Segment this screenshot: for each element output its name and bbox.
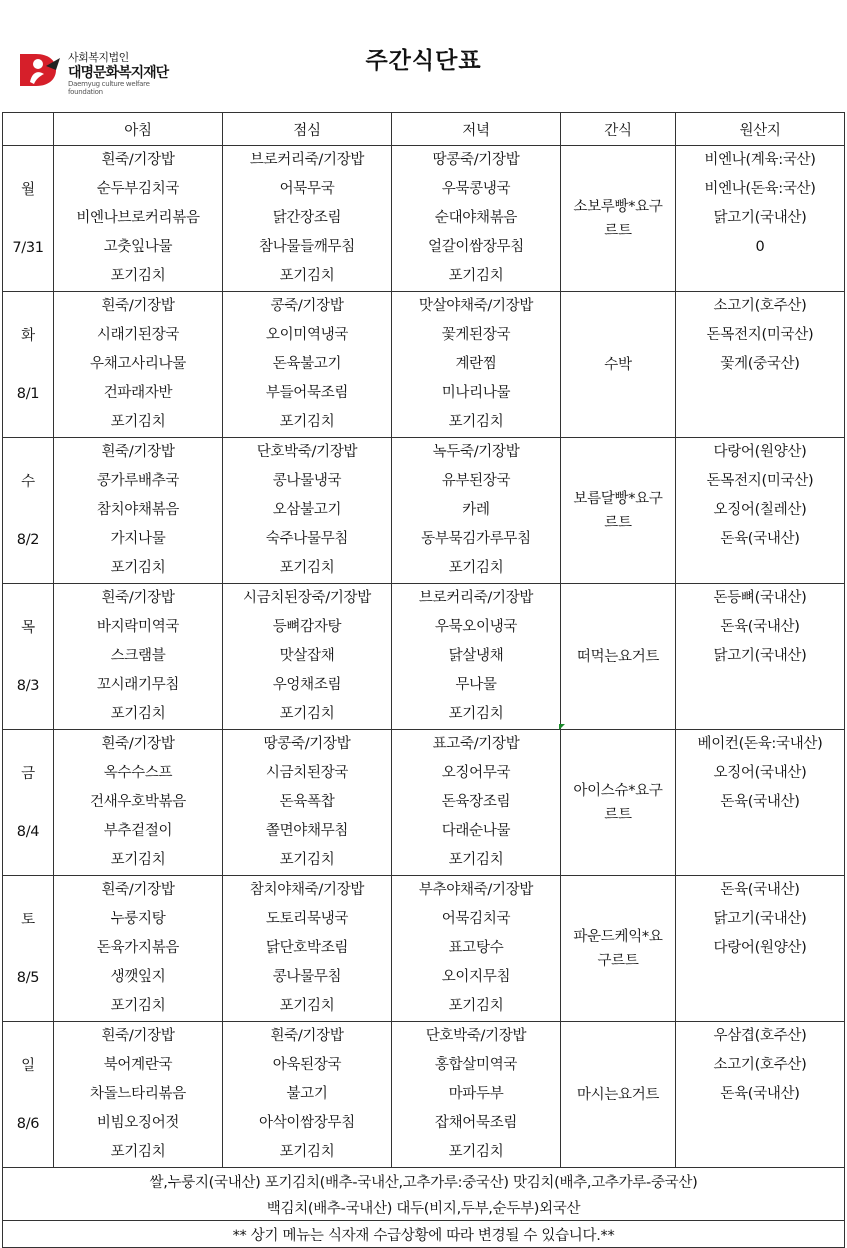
lunch-item: 우엉채조림	[272, 677, 342, 693]
breakfast-item: 포기김치	[110, 560, 166, 576]
breakfast-item: 포기김치	[110, 706, 166, 722]
lunch-item: 시금치된장국	[265, 765, 349, 781]
day-name: 일	[21, 1057, 35, 1074]
breakfast-item: 시래기된장국	[96, 327, 180, 343]
origin-item: 다랑어(원양산)	[713, 940, 807, 956]
dinner-cell	[392, 146, 561, 292]
day-row	[3, 876, 845, 1022]
day-date: 8/1	[16, 385, 40, 402]
lunch-cell	[223, 1022, 392, 1168]
lunch-item: 포기김치	[279, 706, 335, 722]
day-date: 8/6	[16, 1115, 40, 1132]
breakfast-item: 포기김치	[110, 414, 166, 430]
origin-item: 다랑어(원양산)	[713, 444, 807, 460]
breakfast-item: 꼬시래기무침	[96, 677, 180, 693]
header-row	[3, 113, 845, 146]
breakfast-item: 가지나물	[110, 531, 166, 547]
lunch-item: 콩나물무침	[272, 969, 342, 985]
origin-item: 돈등뼈(국내산)	[713, 590, 807, 606]
breakfast-item: 부추겉절이	[103, 823, 173, 839]
lunch-item: 참나물들깨무침	[259, 239, 355, 255]
lunch-item: 땅콩죽/기장밥	[263, 736, 351, 752]
day-row	[3, 292, 845, 438]
header-cell-blank	[3, 113, 54, 146]
breakfast-item: 흰죽/기장밥	[101, 444, 175, 460]
day-cell	[3, 438, 54, 584]
lunch-item: 숙주나물무침	[265, 531, 349, 547]
breakfast-item: 포기김치	[110, 852, 166, 868]
lunch-item: 포기김치	[279, 414, 335, 430]
dinner-item: 무나물	[455, 677, 497, 693]
footer-notice: ** 상기 메뉴는 식자재 수급상황에 따라 변경될 수 있습니다.**	[3, 1221, 845, 1248]
origin-item: 소고기(호주산)	[713, 298, 807, 314]
breakfast-item: 우채고사리나물	[90, 356, 186, 372]
cell-comment-marker	[559, 724, 565, 730]
dinner-item: 미나리나물	[441, 385, 511, 401]
lunch-item: 단호박죽/기장밥	[256, 444, 358, 460]
lunch-item: 참치야채죽/기장밥	[249, 882, 365, 898]
breakfast-item: 북어계란국	[103, 1057, 173, 1073]
dinner-cell	[392, 438, 561, 584]
day-date: 8/5	[16, 969, 40, 986]
day-date: 8/2	[16, 531, 40, 548]
dinner-item: 포기김치	[448, 852, 504, 868]
lunch-item: 브로커리죽/기장밥	[249, 152, 365, 168]
origin-item: 우삼겹(호주산)	[713, 1028, 807, 1044]
dinner-item: 오징어무국	[441, 765, 511, 781]
snack-text: 수박	[604, 356, 632, 373]
page-header	[0, 0, 847, 112]
dinner-cell	[392, 730, 561, 876]
footer-row	[3, 1194, 845, 1221]
lunch-item: 아욱된장국	[272, 1057, 342, 1073]
lunch-item: 어묵무국	[279, 181, 335, 197]
dinner-cell	[392, 584, 561, 730]
day-row	[3, 730, 845, 876]
snack-cell	[561, 292, 676, 438]
breakfast-item: 흰죽/기장밥	[101, 298, 175, 314]
snack-cell	[561, 584, 676, 730]
origin-item: 돈육(국내산)	[720, 531, 800, 547]
footer-row	[3, 1168, 845, 1195]
dinner-item: 계란찜	[455, 356, 497, 372]
snack-text: 마시는요거트	[576, 1086, 660, 1103]
breakfast-item: 고춧잎나물	[103, 239, 173, 255]
lunch-item: 돈육불고기	[272, 356, 342, 372]
footer-origin-line1: 쌀,누룽지(국내산) 포기김치(배추-국내산,고추가루:중국산) 맛김치(배추,고추가루-중국산)	[3, 1168, 845, 1195]
day-cell	[3, 292, 54, 438]
origin-cell	[676, 584, 845, 730]
snack-text: 파운드케익*요구르트	[573, 928, 663, 969]
breakfast-item: 누룽지탕	[110, 911, 166, 927]
origin-item: 돈육(국내산)	[720, 619, 800, 635]
breakfast-item: 콩가루배추국	[96, 473, 180, 489]
breakfast-item: 흰죽/기장밥	[101, 882, 175, 898]
snack-cell	[561, 730, 676, 876]
breakfast-item: 흰죽/기장밥	[101, 590, 175, 606]
breakfast-item: 참치야채볶음	[96, 502, 180, 518]
dinner-item: 마파두부	[448, 1086, 504, 1102]
breakfast-item: 생깻잎지	[110, 969, 166, 985]
day-cell	[3, 730, 54, 876]
dinner-item: 포기김치	[448, 998, 504, 1014]
day-cell	[3, 1022, 54, 1168]
origin-item: 오징어(국내산)	[713, 765, 807, 781]
day-name: 월	[21, 181, 35, 198]
day-row	[3, 1022, 845, 1168]
lunch-item: 돈육폭찹	[279, 794, 335, 810]
breakfast-item: 포기김치	[110, 1144, 166, 1160]
dinner-item: 닭살냉채	[448, 648, 504, 664]
dinner-item: 돈육장조림	[441, 794, 511, 810]
breakfast-cell	[54, 146, 223, 292]
dinner-item: 포기김치	[448, 1144, 504, 1160]
logo-english: Daemyug culture welfare foundation	[68, 80, 150, 96]
snack-cell	[561, 1022, 676, 1168]
logo-name: 대명문화복지재단	[68, 65, 169, 81]
dinner-item: 부추야채죽/기장밥	[418, 882, 534, 898]
dinner-item: 얼갈이쌈장무침	[428, 239, 524, 255]
origin-item: 꽃게(중국산)	[720, 356, 800, 372]
breakfast-cell	[54, 584, 223, 730]
page-title: 주간식단표	[365, 47, 482, 74]
breakfast-cell	[54, 876, 223, 1022]
dinner-item: 카레	[462, 502, 490, 518]
dinner-item: 표고죽/기장밥	[432, 736, 520, 752]
origin-cell	[676, 876, 845, 1022]
snack-cell	[561, 438, 676, 584]
breakfast-item: 순두부김치국	[96, 181, 180, 197]
snack-text: 보름달빵*요구르트	[573, 490, 663, 531]
origin-item: 돈육(국내산)	[720, 794, 800, 810]
dinner-item: 오이지무침	[441, 969, 511, 985]
dinner-item: 브로커리죽/기장밥	[418, 590, 534, 606]
lunch-cell	[223, 876, 392, 1022]
origin-item: 소고기(호주산)	[713, 1057, 807, 1073]
dinner-item: 포기김치	[448, 706, 504, 722]
header-snack: 간식	[561, 113, 676, 146]
footer-origin-line2: 백김치(배추-국내산) 대두(비지,두부,순두부)외국산	[3, 1194, 845, 1221]
breakfast-item: 건파래자반	[103, 385, 173, 401]
origin-item: 돈육(국내산)	[720, 882, 800, 898]
day-cell	[3, 876, 54, 1022]
breakfast-cell	[54, 292, 223, 438]
footer-row	[3, 1221, 845, 1248]
lunch-cell	[223, 292, 392, 438]
snack-text: 아이스슈*요구르트	[573, 782, 663, 823]
day-name: 수	[21, 473, 35, 490]
lunch-item: 포기김치	[279, 852, 335, 868]
dinner-item: 맛살야채죽/기장밥	[418, 298, 534, 314]
weekly-menu-table	[2, 112, 845, 1248]
breakfast-item: 포기김치	[110, 998, 166, 1014]
dinner-cell	[392, 876, 561, 1022]
day-date: 8/3	[16, 677, 40, 694]
dinner-item: 우묵콩냉국	[441, 181, 511, 197]
day-date: 8/4	[16, 823, 40, 840]
day-name: 목	[21, 619, 35, 636]
dinner-item: 녹두죽/기장밥	[432, 444, 520, 460]
lunch-item: 포기김치	[279, 560, 335, 576]
day-row	[3, 584, 845, 730]
origin-cell	[676, 438, 845, 584]
lunch-item: 등뼈감자탕	[272, 619, 342, 635]
lunch-item: 시금치된장죽/기장밥	[243, 590, 371, 606]
origin-item: 베이컨(돈육:국내산)	[697, 736, 823, 752]
origin-item: 돈목전지(미국산)	[706, 473, 814, 489]
lunch-item: 아삭이쌈장무침	[259, 1115, 355, 1131]
breakfast-item: 흰죽/기장밥	[101, 152, 175, 168]
origin-item: 오징어(칠레산)	[713, 502, 807, 518]
lunch-cell	[223, 438, 392, 584]
header-breakfast: 아침	[54, 113, 223, 146]
day-date: 7/31	[12, 239, 44, 256]
lunch-item: 부들어묵조림	[265, 385, 349, 401]
day-row	[3, 146, 845, 292]
snack-cell	[561, 146, 676, 292]
breakfast-cell	[54, 730, 223, 876]
origin-item: 닭고기(국내산)	[713, 648, 807, 664]
origin-cell	[676, 292, 845, 438]
breakfast-cell	[54, 1022, 223, 1168]
origin-cell	[676, 146, 845, 292]
breakfast-item: 비엔나브로커리볶음	[76, 210, 200, 226]
lunch-item: 닭간장조림	[272, 210, 342, 226]
origin-item: 닭고기(국내산)	[713, 210, 807, 226]
origin-item: 돈목전지(미국산)	[706, 327, 814, 343]
lunch-item: 콩죽/기장밥	[270, 298, 344, 314]
origin-item: 닭고기(국내산)	[713, 911, 807, 927]
header-lunch: 점심	[223, 113, 392, 146]
header-origin: 원산지	[676, 113, 845, 146]
day-cell	[3, 584, 54, 730]
origin-cell	[676, 1022, 845, 1168]
breakfast-item: 포기김치	[110, 268, 166, 284]
breakfast-item: 차돌느타리볶음	[90, 1086, 186, 1102]
day-name: 금	[21, 765, 35, 782]
dinner-cell	[392, 292, 561, 438]
breakfast-item: 바지락미역국	[96, 619, 180, 635]
breakfast-item: 흰죽/기장밥	[101, 736, 175, 752]
dinner-cell	[392, 1022, 561, 1168]
breakfast-item: 스크램블	[110, 648, 166, 664]
day-name: 토	[21, 911, 35, 928]
snack-text: 소보루빵*요구르트	[573, 198, 663, 239]
breakfast-cell	[54, 438, 223, 584]
lunch-cell	[223, 584, 392, 730]
snack-text: 떠먹는요거트	[576, 648, 660, 665]
dinner-item: 단호박죽/기장밥	[425, 1028, 527, 1044]
lunch-item: 콩나물냉국	[272, 473, 342, 489]
lunch-item: 포기김치	[279, 268, 335, 284]
dinner-item: 잡채어묵조림	[434, 1115, 518, 1131]
dinner-item: 동부묵김가루무침	[421, 531, 531, 547]
dinner-item: 어묵김치국	[441, 911, 511, 927]
dinner-item: 포기김치	[448, 414, 504, 430]
lunch-item: 오이미역냉국	[265, 327, 349, 343]
dinner-item: 순대야채볶음	[434, 210, 518, 226]
breakfast-item: 돈육가지볶음	[96, 940, 180, 956]
lunch-item: 맛살잡채	[279, 648, 335, 664]
breakfast-item: 건새우호박볶음	[90, 794, 186, 810]
dinner-item: 다래순나물	[441, 823, 511, 839]
origin-item: 비엔나(계육:국산)	[704, 152, 816, 168]
logo-subtitle: 사회복지법인	[68, 51, 129, 64]
lunch-item: 흰죽/기장밥	[270, 1028, 344, 1044]
breakfast-item: 옥수수스프	[103, 765, 173, 781]
breakfast-item: 비빔오징어젓	[96, 1115, 180, 1131]
day-name: 화	[21, 327, 35, 344]
origin-item: 0	[755, 239, 765, 255]
lunch-item: 오삼불고기	[272, 502, 342, 518]
snack-cell	[561, 876, 676, 1022]
dinner-item: 포기김치	[448, 560, 504, 576]
day-row	[3, 438, 845, 584]
dinner-item: 땅콩죽/기장밥	[432, 152, 520, 168]
origin-item: 비엔나(돈육:국산)	[704, 181, 816, 197]
dinner-item: 표고탕수	[448, 940, 504, 956]
dinner-item: 꽃게된장국	[441, 327, 511, 343]
origin-cell	[676, 730, 845, 876]
lunch-item: 포기김치	[279, 1144, 335, 1160]
header-dinner: 저녁	[392, 113, 561, 146]
dinner-item: 우묵오이냉국	[434, 619, 518, 635]
lunch-item: 불고기	[286, 1086, 328, 1102]
lunch-item: 닭단호박조림	[265, 940, 349, 956]
dinner-item: 포기김치	[448, 268, 504, 284]
origin-item: 돈육(국내산)	[720, 1086, 800, 1102]
lunch-item: 포기김치	[279, 998, 335, 1014]
lunch-item: 쫄면야채무침	[265, 823, 349, 839]
lunch-cell	[223, 146, 392, 292]
lunch-item: 도토리묵냉국	[265, 911, 349, 927]
day-cell	[3, 146, 54, 292]
dinner-item: 유부된장국	[441, 473, 511, 489]
dinner-item: 홍합살미역국	[434, 1057, 518, 1073]
lunch-cell	[223, 730, 392, 876]
breakfast-item: 흰죽/기장밥	[101, 1028, 175, 1044]
